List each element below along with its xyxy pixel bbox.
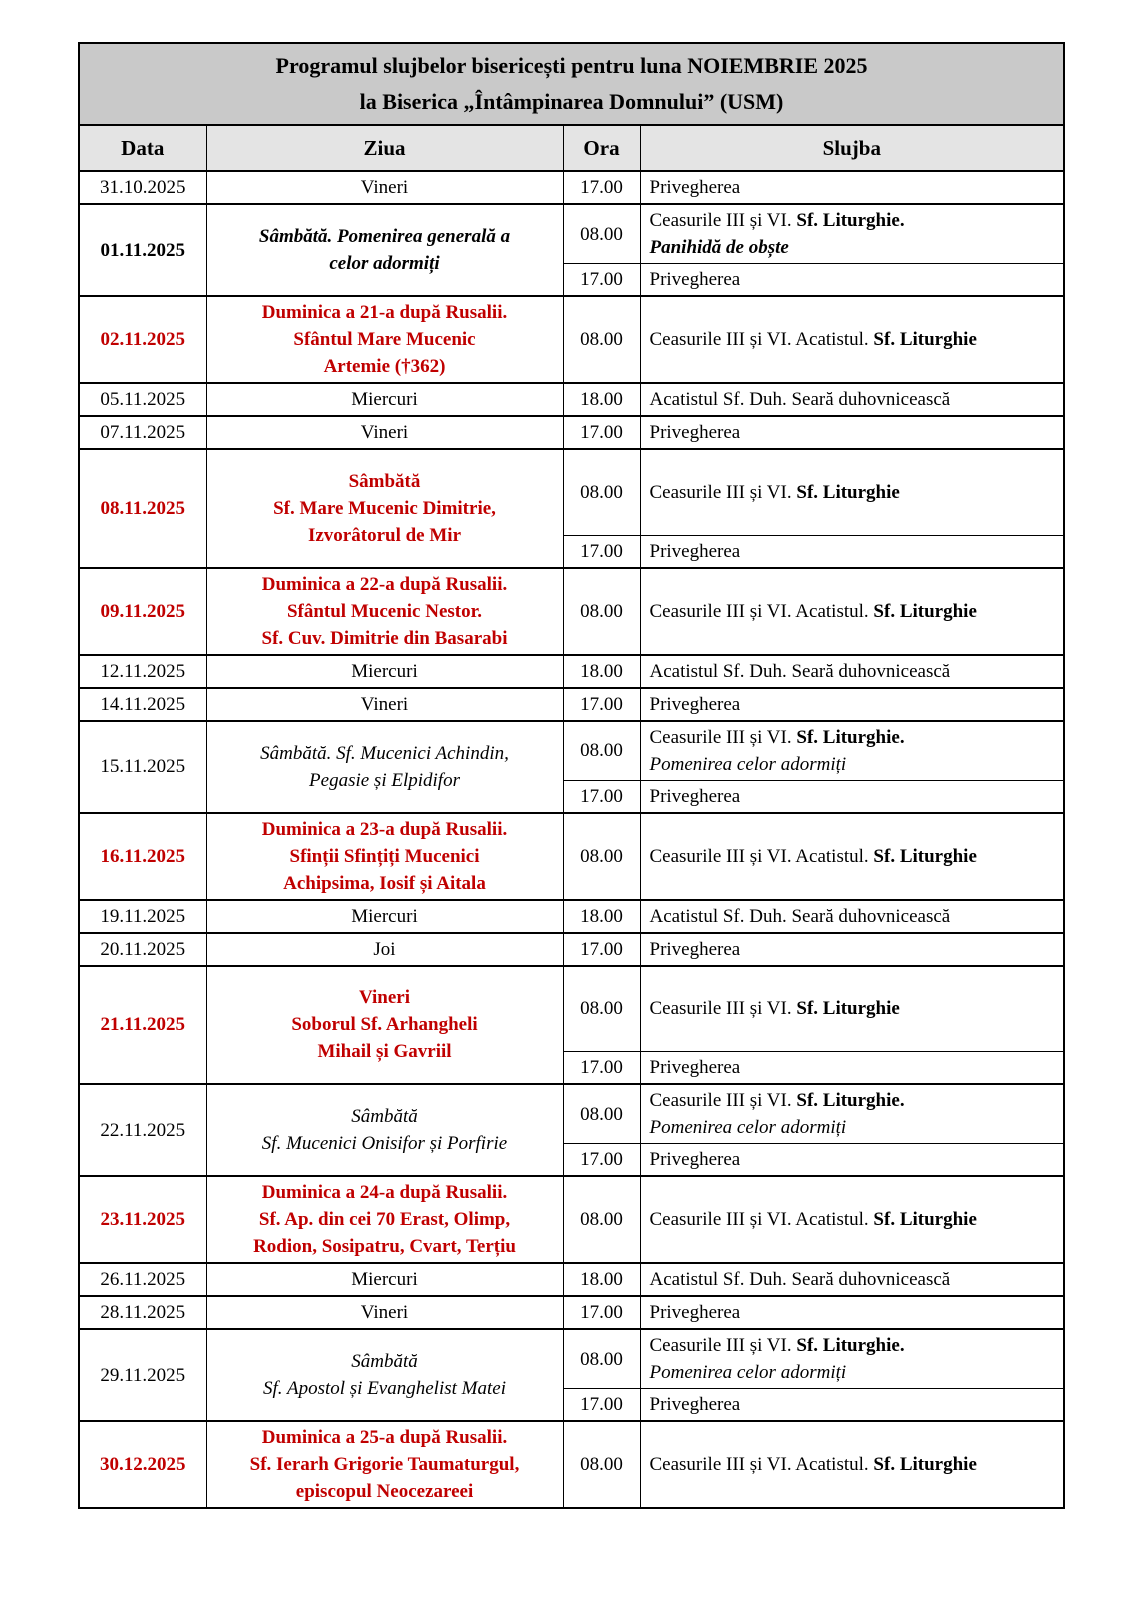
service-cell — [640, 264, 1064, 297]
service-text-segment: Privegherea — [649, 1394, 741, 1415]
date-cell: 31.10.2025 — [79, 171, 206, 204]
service-line — [650, 174, 1060, 201]
service-cell — [640, 780, 1064, 813]
service-cell — [640, 1144, 1064, 1177]
service-text-segment: Sf. Liturghie. — [796, 726, 905, 748]
day-line: Achipsima, Iosif și Aitala — [283, 872, 486, 894]
service-line — [650, 1146, 1060, 1173]
day-line: Sf. Ap. din cei 70 Erast, Olimp, — [258, 1209, 511, 1230]
schedule-row — [79, 966, 1064, 1052]
service-text-segment: Sf. Liturghie — [873, 845, 977, 867]
day-line: Vineri — [360, 177, 409, 198]
day-line: Vineri — [360, 1302, 409, 1323]
service-cell — [640, 568, 1064, 655]
time-cell: 08.00 — [563, 1329, 640, 1389]
date-cell: 14.11.2025 — [79, 688, 206, 721]
column-header-row — [79, 125, 1064, 171]
day-line: Sfinții Sfințiți Mucenici — [289, 845, 480, 867]
service-text-segment: Sf. Liturghie. — [796, 210, 905, 231]
time-cell: 17.00 — [563, 416, 640, 449]
date-cell: 22.11.2025 — [79, 1084, 206, 1176]
schedule-row — [79, 1084, 1064, 1144]
schedule-row — [79, 171, 1064, 204]
schedule-row — [79, 813, 1064, 900]
document-title — [79, 43, 1064, 125]
service-text-segment: Privegherea — [649, 1057, 741, 1078]
service-line — [650, 1114, 1060, 1141]
service-line — [650, 1266, 1060, 1293]
service-cell — [640, 383, 1064, 416]
day-line: Duminica a 24-a după Rusalii. — [261, 1182, 508, 1203]
column-header-data: Data — [79, 125, 206, 171]
day-cell — [206, 449, 563, 568]
service-text-segment: Sf. Liturghie — [873, 329, 977, 350]
service-line — [650, 1054, 1060, 1081]
service-text-segment: Privegherea — [649, 693, 741, 715]
service-line — [650, 691, 1060, 718]
schedule-row — [79, 1329, 1064, 1389]
day-cell — [206, 1421, 563, 1508]
date-cell: 19.11.2025 — [79, 900, 206, 933]
date-cell: 28.11.2025 — [79, 1296, 206, 1329]
day-cell — [206, 296, 563, 383]
time-cell: 08.00 — [563, 813, 640, 900]
service-text-segment: Privegherea — [649, 540, 741, 562]
service-line — [650, 1391, 1060, 1418]
time-cell: 17.00 — [563, 1052, 640, 1085]
time-cell: 18.00 — [563, 655, 640, 688]
service-text-segment: Privegherea — [649, 269, 741, 290]
time-cell: 17.00 — [563, 171, 640, 204]
service-text-segment: Sf. Liturghie. — [796, 1090, 905, 1111]
date-cell: 26.11.2025 — [79, 1263, 206, 1296]
schedule-row — [79, 900, 1064, 933]
service-line — [650, 1299, 1060, 1326]
time-cell: 17.00 — [563, 535, 640, 568]
day-cell — [206, 933, 563, 966]
day-line: Duminica a 25-a după Rusalii. — [261, 1427, 508, 1448]
column-header-ora: Ora — [563, 125, 640, 171]
service-line — [650, 724, 1060, 751]
service-cell — [640, 1421, 1064, 1508]
schedule-row — [79, 296, 1064, 383]
day-line: episcopul Neocezareei — [295, 1481, 474, 1502]
service-text-segment: Pomenirea celor adormiți — [649, 1362, 847, 1383]
day-line: Sâmbătă — [348, 470, 421, 492]
column-header-slujba: Slujba — [640, 125, 1064, 171]
document-title-line1: Programul slujbelor bisericești pentru luna NOIEMBRIE 2025 — [275, 53, 868, 78]
service-cell — [640, 966, 1064, 1052]
document-title-line2: la Biserica „Întâmpinarea Domnului” (USM) — [359, 89, 784, 114]
schedule-row — [79, 1421, 1064, 1508]
day-cell — [206, 1084, 563, 1176]
day-line: Rodion, Sosipatru, Cvart, Terțiu — [253, 1236, 516, 1257]
service-text-segment: Privegherea — [649, 177, 741, 198]
service-text-segment: Panihidă de obște — [649, 237, 789, 258]
service-line — [650, 995, 1060, 1022]
service-line — [650, 386, 1060, 413]
day-line: Sf. Mare Mucenic Dimitrie, — [273, 497, 496, 519]
date-cell: 21.11.2025 — [79, 966, 206, 1085]
service-text-segment: Privegherea — [649, 785, 741, 807]
day-line: Miercuri — [351, 660, 418, 682]
day-line: Sfântul Mare Mucenic — [293, 329, 476, 350]
schedule-row — [79, 1296, 1064, 1329]
date-cell: 20.11.2025 — [79, 933, 206, 966]
service-text-segment: Ceasurile III și VI. Acatistul. — [649, 1209, 874, 1230]
service-text-segment: Acatistul Sf. Duh. Seară duhovnicească — [649, 1269, 951, 1290]
schedule-row — [79, 1263, 1064, 1296]
time-cell: 17.00 — [563, 933, 640, 966]
service-text-segment: Ceasurile III și VI. — [649, 481, 797, 503]
time-cell: 08.00 — [563, 449, 640, 535]
day-line: Sâmbătă. Sf. Mucenici Achindin, — [260, 742, 509, 764]
service-cell — [640, 449, 1064, 535]
service-line — [650, 751, 1060, 778]
service-line — [650, 419, 1060, 446]
service-text-segment: Acatistul Sf. Duh. Seară duhovnicească — [649, 905, 951, 927]
time-cell: 17.00 — [563, 1144, 640, 1177]
day-line: Sf. Ierarh Grigorie Taumaturgul, — [249, 1454, 520, 1475]
time-cell: 08.00 — [563, 296, 640, 383]
service-text-segment: Ceasurile III și VI. — [649, 726, 797, 748]
service-line — [650, 1332, 1060, 1359]
day-cell — [206, 1329, 563, 1421]
service-cell — [640, 1329, 1064, 1389]
time-cell: 08.00 — [563, 721, 640, 781]
service-cell — [640, 171, 1064, 204]
service-cell — [640, 416, 1064, 449]
schedule-row — [79, 688, 1064, 721]
service-line — [650, 479, 1060, 506]
service-text-segment: Ceasurile III și VI. — [649, 1090, 797, 1111]
time-cell: 17.00 — [563, 688, 640, 721]
date-cell: 16.11.2025 — [79, 813, 206, 900]
service-line — [650, 266, 1060, 293]
service-text-segment: Ceasurile III și VI. Acatistul. — [649, 600, 874, 622]
service-text-segment: Pomenirea celor adormiți — [649, 1117, 847, 1138]
service-text-segment: Sf. Liturghie — [873, 600, 977, 622]
day-line: Vineri — [358, 987, 410, 1009]
day-line: Sfântul Mucenic Nestor. — [286, 600, 483, 622]
service-line — [650, 658, 1060, 685]
service-cell — [640, 1296, 1064, 1329]
time-cell: 18.00 — [563, 383, 640, 416]
service-text-segment: Sf. Liturghie. — [796, 1335, 905, 1356]
service-text-segment: Acatistul Sf. Duh. Seară duhovnicească — [649, 389, 951, 410]
column-header-ziua: Ziua — [206, 125, 563, 171]
schedule-row — [79, 933, 1064, 966]
day-line: Joi — [373, 938, 396, 960]
day-line: Vineri — [360, 693, 409, 715]
day-line: Sf. Cuv. Dimitrie din Basarabi — [261, 627, 508, 649]
schedule-row — [79, 383, 1064, 416]
date-cell: 23.11.2025 — [79, 1176, 206, 1263]
day-line: Mihail și Gavriil — [317, 1041, 452, 1063]
service-line — [650, 936, 1060, 963]
schedule-row — [79, 204, 1064, 264]
schedule-row — [79, 416, 1064, 449]
time-cell: 18.00 — [563, 1263, 640, 1296]
day-line: Sf. Apostol și Evanghelist Matei — [263, 1378, 506, 1399]
schedule-row — [79, 655, 1064, 688]
day-cell — [206, 966, 563, 1085]
service-line — [650, 234, 1060, 261]
service-cell — [640, 1084, 1064, 1144]
service-text-segment: Privegherea — [649, 938, 741, 960]
service-text-segment: Ceasurile III și VI. — [649, 210, 797, 231]
service-text-segment: Sf. Liturghie — [873, 1454, 977, 1475]
day-line: Duminica a 23-a după Rusalii. — [261, 818, 508, 840]
day-cell — [206, 1296, 563, 1329]
service-cell — [640, 1176, 1064, 1263]
service-cell — [640, 721, 1064, 781]
service-line — [650, 1087, 1060, 1114]
service-line — [650, 207, 1060, 234]
day-line: Izvorâtorul de Mir — [307, 524, 461, 546]
service-text-segment: Acatistul Sf. Duh. Seară duhovnicească — [649, 660, 951, 682]
service-cell — [640, 1389, 1064, 1422]
service-text-segment: Ceasurile III și VI. — [649, 998, 797, 1020]
day-cell — [206, 721, 563, 813]
day-line: Duminica a 22-a după Rusalii. — [261, 573, 508, 595]
day-cell — [206, 813, 563, 900]
date-cell: 02.11.2025 — [79, 296, 206, 383]
time-cell: 08.00 — [563, 1084, 640, 1144]
schedule-row — [79, 721, 1064, 781]
schedule-row — [79, 449, 1064, 535]
time-cell: 17.00 — [563, 780, 640, 813]
service-line — [650, 538, 1060, 565]
title-row — [79, 43, 1064, 125]
service-line — [650, 783, 1060, 810]
date-cell: 05.11.2025 — [79, 383, 206, 416]
day-line: Soborul Sf. Arhangheli — [291, 1014, 478, 1036]
day-line: Miercuri — [351, 389, 418, 410]
service-text-segment: Privegherea — [649, 1302, 741, 1323]
service-text-segment: Ceasurile III și VI. Acatistul. — [649, 845, 874, 867]
day-cell — [206, 204, 563, 296]
service-text-segment: Sf. Liturghie — [873, 1209, 977, 1230]
service-line — [650, 1359, 1060, 1386]
date-cell: 12.11.2025 — [79, 655, 206, 688]
day-cell — [206, 171, 563, 204]
day-cell — [206, 688, 563, 721]
service-cell — [640, 535, 1064, 568]
service-cell — [640, 933, 1064, 966]
service-cell — [640, 1263, 1064, 1296]
time-cell: 17.00 — [563, 264, 640, 297]
service-cell — [640, 688, 1064, 721]
service-text-segment: Privegherea — [649, 422, 741, 443]
day-line: Pegasie și Elpidifor — [309, 769, 460, 791]
day-cell — [206, 655, 563, 688]
day-cell — [206, 1176, 563, 1263]
day-line: celor adormiți — [329, 253, 440, 274]
service-text-segment: Sf. Liturghie — [796, 481, 900, 503]
day-cell — [206, 900, 563, 933]
date-cell: 07.11.2025 — [79, 416, 206, 449]
day-line: Miercuri — [351, 905, 418, 927]
day-line: Sf. Mucenici Onisifor și Porfirie — [261, 1133, 508, 1154]
date-cell: 30.12.2025 — [79, 1421, 206, 1508]
schedule-table — [78, 42, 1065, 1509]
service-line — [650, 903, 1060, 930]
day-line: Sâmbătă. Pomenirea generală a — [258, 226, 511, 247]
time-cell: 08.00 — [563, 204, 640, 264]
time-cell: 18.00 — [563, 900, 640, 933]
day-line: Duminica a 21-a după Rusalii. — [261, 302, 508, 323]
service-cell — [640, 655, 1064, 688]
day-line: Artemie (†362) — [323, 356, 446, 377]
date-cell: 29.11.2025 — [79, 1329, 206, 1421]
schedule-row — [79, 1176, 1064, 1263]
day-cell — [206, 383, 563, 416]
service-line — [650, 1451, 1060, 1478]
service-text-segment: Sf. Liturghie — [796, 998, 900, 1020]
time-cell: 17.00 — [563, 1389, 640, 1422]
time-cell: 08.00 — [563, 966, 640, 1052]
day-cell — [206, 1263, 563, 1296]
service-line — [650, 1206, 1060, 1233]
date-cell: 09.11.2025 — [79, 568, 206, 655]
day-line: Sâmbătă — [351, 1106, 418, 1127]
service-line — [650, 326, 1060, 353]
time-cell: 08.00 — [563, 568, 640, 655]
day-line: Sâmbătă — [351, 1351, 418, 1372]
date-cell: 15.11.2025 — [79, 721, 206, 813]
day-cell — [206, 416, 563, 449]
service-text-segment: Pomenirea celor adormiți — [649, 753, 847, 775]
service-line — [650, 843, 1060, 870]
service-cell — [640, 813, 1064, 900]
day-line: Miercuri — [351, 1269, 418, 1290]
time-cell: 17.00 — [563, 1296, 640, 1329]
service-text-segment: Ceasurile III și VI. Acatistul. — [649, 1454, 874, 1475]
service-cell — [640, 296, 1064, 383]
service-cell — [640, 204, 1064, 264]
service-text-segment: Ceasurile III și VI. Acatistul. — [649, 329, 874, 350]
day-cell — [206, 568, 563, 655]
date-cell: 08.11.2025 — [79, 449, 206, 568]
date-cell: 01.11.2025 — [79, 204, 206, 296]
time-cell: 08.00 — [563, 1176, 640, 1263]
service-text-segment: Privegherea — [649, 1149, 741, 1170]
time-cell: 08.00 — [563, 1421, 640, 1508]
day-line: Vineri — [360, 422, 409, 443]
schedule-row — [79, 568, 1064, 655]
service-line — [650, 598, 1060, 625]
service-cell — [640, 1052, 1064, 1085]
service-text-segment: Ceasurile III și VI. — [649, 1335, 797, 1356]
service-cell — [640, 900, 1064, 933]
